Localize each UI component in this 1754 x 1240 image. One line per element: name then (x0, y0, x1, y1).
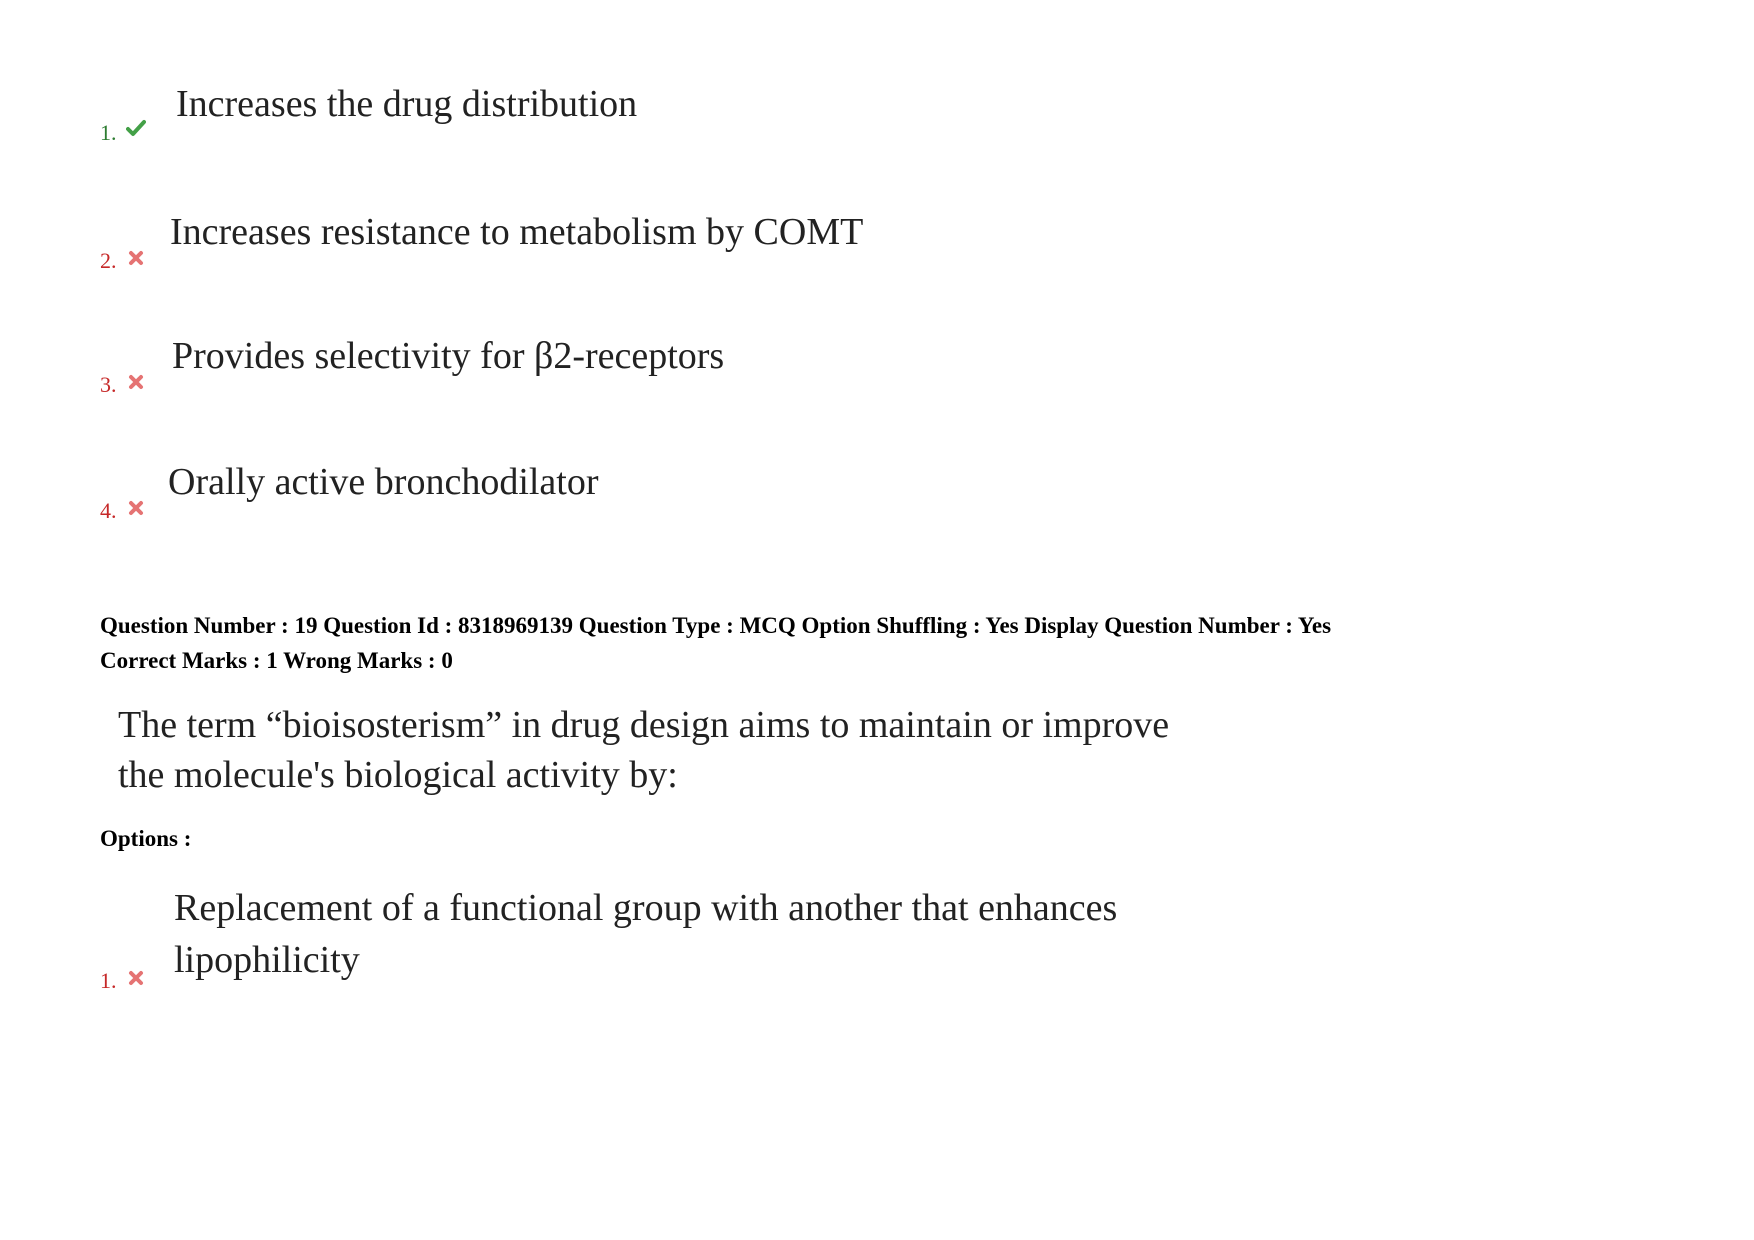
options-label: Options : (100, 826, 192, 851)
cross-icon (128, 374, 144, 390)
cross-icon (128, 250, 144, 266)
option-text-line-1: Replacement of a functional group with another that enhances (174, 887, 1118, 929)
question-text-line-2: the molecule's biological activity by: (118, 754, 678, 796)
question-meta-line-1: Question Number : 19 Question Id : 8318969139 Question Type : MCQ Option Shuffling : Yes Display Question Number : Yes (100, 613, 1332, 638)
question-text-line-1: The term “bioisosterism” in drug design aims to maintain or improve (118, 704, 1170, 746)
option-number: 4. (100, 498, 117, 523)
cross-icon (128, 500, 144, 516)
option-text: Orally active bronchodilator (168, 461, 599, 503)
question-marks-line: Correct Marks : 1 Wrong Marks : 0 (100, 648, 453, 673)
option-number: 1. (100, 968, 117, 993)
question-text (118, 700, 1169, 800)
option-text: Provides selectivity for β2-receptors (172, 335, 725, 377)
option-text: Increases resistance to metabolism by COMT (170, 211, 864, 253)
cross-icon (128, 970, 144, 986)
check-icon (126, 118, 146, 138)
option-number: 2. (100, 248, 117, 273)
option-text (174, 882, 1117, 986)
option-number: 3. (100, 372, 117, 397)
option-text: Increases the drug distribution (176, 83, 638, 125)
option-number: 1. (100, 120, 117, 145)
option-text-line-2: lipophilicity (174, 939, 360, 981)
